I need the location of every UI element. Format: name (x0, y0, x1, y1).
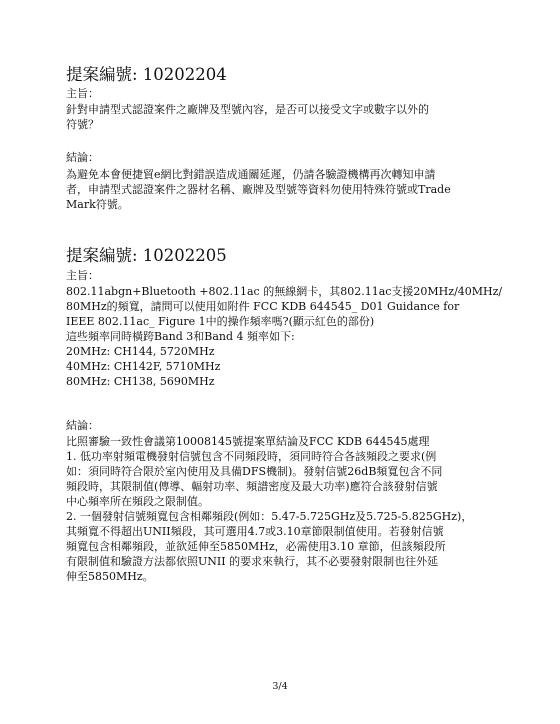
proposal-title: 提案編號: 10202205 (66, 246, 227, 265)
text-line: 比照審驗一致性會議第10008145號提案單結論及FCC KDB 644545處理 (66, 435, 430, 448)
text-line: 1. 低功率射頻電機發射信號包含不同頻段時，須同時符合各該頻段之要求(例 (66, 450, 437, 463)
conclusion-text (66, 434, 506, 584)
text-line: 40MHz: CH142F, 5710MHz (66, 360, 221, 373)
text-line: 20MHz: CH144, 5720MHz (66, 345, 215, 358)
text-line: 符號？ (66, 118, 99, 131)
text-line: 中心頻率所在頻段之限制值。 (66, 495, 209, 508)
text-line: 伸至5850MHz。 (66, 570, 154, 583)
subject-label: 主旨： (66, 269, 99, 282)
text-line: 為避免本會便捷貿e網比對錯誤造成通關延遲，仍請各驗證機構再次轉知申請 (66, 168, 436, 181)
text-line: 頻寬包含相鄰頻段，並欲延伸至5850MHz，必需使用3.10 章節，但該頻段所 (66, 540, 446, 553)
conclusion-label: 結論： (66, 151, 99, 164)
text-line: 802.11abgn+Bluetooth +802.11ac 的無線網卡，其802.11ac支援20MHz/40MHz/ (66, 285, 503, 298)
text-line: 頻段時，其限制值(傳導、輻射功率、頻譜密度及最大功率)應符合該發射信號 (66, 480, 438, 493)
text-line: 2. 一個發射信號頻寬包含相鄰頻段(例如：5.47-5.725GHz及5.725-5.825GHz)， (66, 510, 473, 523)
subject-text (66, 102, 506, 132)
text-line: 80MHz: CH138, 5690MHz (66, 375, 215, 388)
proposal-title: 提案編號: 10202204 (66, 65, 227, 84)
text-line: 如：須同時符合限於室內使用及具備DFS機制)。發射信號26dB頻寬包含不同 (66, 465, 443, 478)
page-number: 3/4 (272, 681, 288, 692)
conclusion-label: 結論： (66, 419, 99, 432)
text-line: 有限制值和驗證方法都依照UNII 的要求來執行，其不必要發射限制也往外延 (66, 555, 439, 568)
text-line: Mark符號。 (66, 198, 129, 211)
text-line: IEEE 802.11ac_ Figure 1中的操作頻率嗎?(顯示紅色的部份) (66, 315, 375, 328)
subject-text (66, 284, 506, 389)
conclusion-text (66, 167, 506, 212)
text-line: 其頻寬不得超出UNII頻段，其可選用4.7或3.10章節限制值使用。若發射信號 (66, 525, 444, 538)
subject-label: 主旨： (66, 87, 99, 100)
text-line: 這些頻率同時橫跨Band 3和Band 4 頻率如下: (66, 330, 295, 343)
text-line: 針對申請型式認證案件之廠牌及型號內容，是否可以接受文字或數字以外的 (66, 103, 429, 116)
text-line: 者，申請型式認證案件之器材名稱、廠牌及型號等資料勿使用特殊符號或Trade (66, 183, 451, 196)
text-line: 80MHz的頻寬，請問可以使用如附件 FCC KDB 644545_ D01 Guidance for (66, 300, 460, 313)
